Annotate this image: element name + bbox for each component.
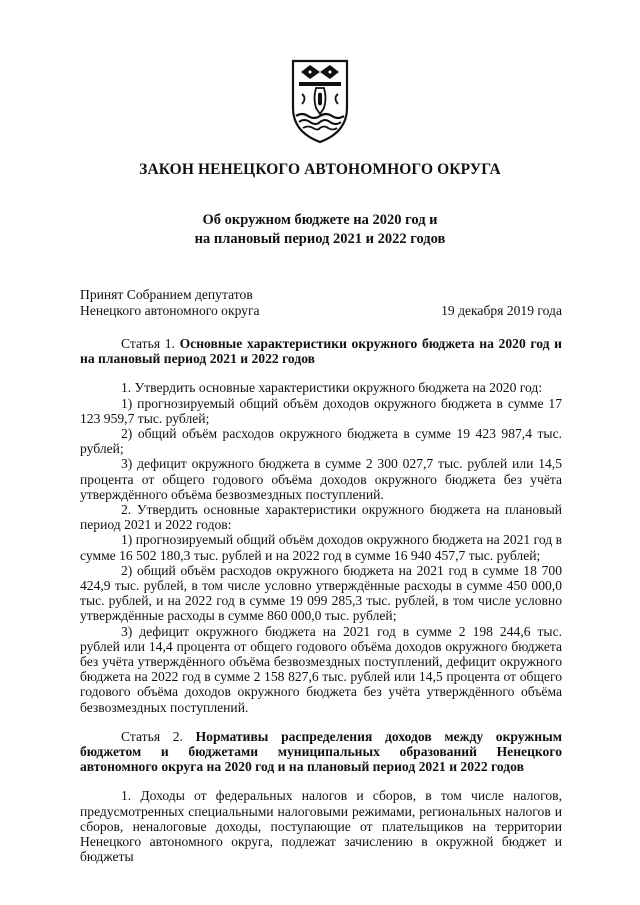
article-1-label: Статья 1. [121,336,175,351]
coat-of-arms-emblem [290,58,350,144]
article-1-paragraph: 2. Утвердить основные характеристики окружного бюджета на плановый период 2021 и 2022 годов: [80,502,562,533]
article-2-title: Нормативы распределения доходов между окружным бюджетом и бюджетами муниципальных образований Ненецкого автономного округа на 2020 год и на плановый период 2021 и 2022 годов [80,728,562,775]
adopted-by-line2: Ненецкого автономного округа [80,303,260,318]
article-1-paragraph: 1) прогнозируемый общий объём доходов окружного бюджета на 2021 год в сумме 16 502 180,3 тыс. рублей и на 2022 год в сумме 16 940 457,7 тыс. рублей; [80,532,562,563]
law-subtitle-line2: на плановый период 2021 и 2022 годов [194,231,446,247]
adopted-by-line1: Принят Собранием депутатов [80,287,253,302]
adopted-date: 19 декабря 2019 года [441,303,562,318]
article-1-paragraph: 1. Утвердить основные характеристики окружного бюджета на 2020 год: [121,380,543,396]
article-1-paragraph: 3) дефицит окружного бюджета на 2021 год в сумме 2 198 244,6 тыс. рублей или 14,4 процента от общего годового объёма доходов окружного бюджета без учёта утверждённого объёма безвозмездных поступлений, дефицит окружного бюджета на 2022 год в сумме 2 158 827,6 тыс. рублей или 14,5 процента от общего годового объёма доходов окружного бюджета без учёта утверждённого объёма безвозмездных поступлений. [80,623,562,715]
article-1-paragraph: 2) общий объём расходов окружного бюджета в сумме 19 423 987,4 тыс. рублей; [80,426,562,457]
article-2-heading [80,729,562,775]
article-1-paragraph: 1) прогнозируемый общий объём доходов окружного бюджета в сумме 17 123 959,7 тыс. рублей; [80,395,562,426]
law-subtitle-line1: Об окружном бюджете на 2020 год и [202,212,438,228]
law-title: ЗАКОН НЕНЕЦКОГО АВТОНОМНОГО ОКРУГА [139,161,501,178]
article-2-paragraph: 1. Доходы от федеральных налогов и сборов, в том числе налогов, предусмотренных специальными налоговыми режимами, региональных налогов и сборов, неналоговые доходы, поступающие от плательщиков на территории Ненецкого автономного округа, подлежат зачислению в окружной бюджет и бюджеты [80,788,562,865]
article-1-paragraph: 2) общий объём расходов окружного бюджета на 2021 год в сумме 18 700 424,9 тыс. рублей, в том числе условно утверждённые расходы в сумме 450 000,0 тыс. рублей, и на 2022 год в сумме 19 099 285,3 тыс. рублей, в том числе условно утверждённые расходы в сумме 860 000,0 тыс. рублей; [80,562,562,624]
law-body [80,336,562,865]
article-1-paragraph: 3) дефицит окружного бюджета в сумме 2 300 027,7 тыс. рублей или 14,5 процента от общего годового объёма доходов окружного бюджета без учёта утверждённого объёма безвозмездных поступлений. [80,456,562,502]
article-2-label: Статья 2. [121,728,183,744]
article-1-title: Основные характеристики окружного бюджета на 2020 год и на плановый период 2021 и 2022 годов [80,336,563,367]
article-1-heading [80,336,562,366]
